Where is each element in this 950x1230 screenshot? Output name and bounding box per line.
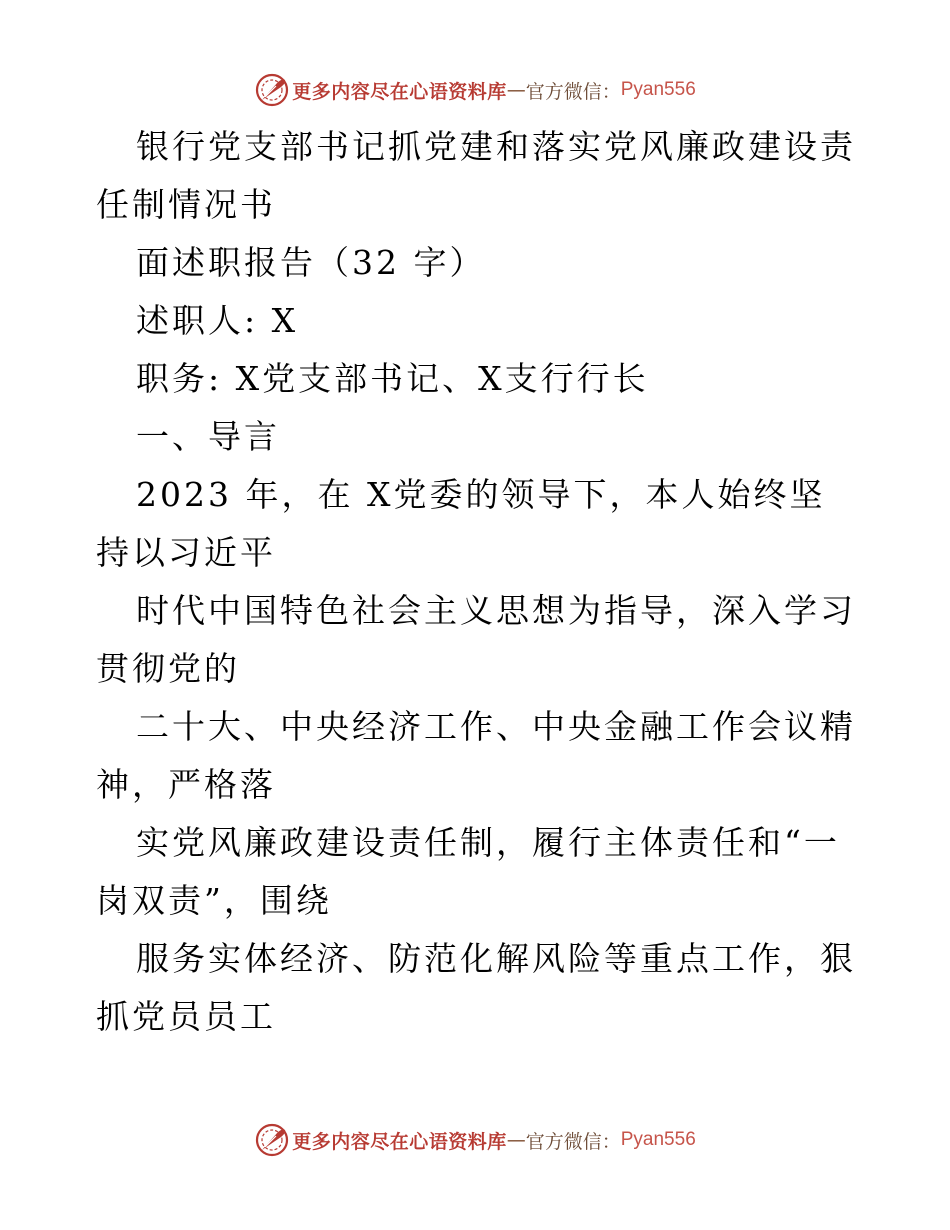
document-heading: 一、导言	[136, 417, 280, 456]
document-paragraph: 面述职报告（32 字）	[136, 243, 486, 282]
document-paragraph: 时代中国特色社会主义思想为指导，深入学习贯彻党的	[96, 591, 856, 688]
watermark-text: 更多内容尽在心语资料库	[292, 80, 507, 103]
watermark-official-label: 官方微信：	[525, 1130, 621, 1153]
watermark-official-label: 官方微信：	[525, 80, 621, 103]
watermark-banner-top	[0, 70, 950, 110]
document-paragraph: 述职人: X	[136, 301, 299, 340]
quill-pen-icon	[254, 1122, 290, 1158]
watermark-dash: —	[506, 79, 526, 101]
document-paragraph: 服务实体经济、防范化解风险等重点工作，狠抓党员员工	[96, 939, 856, 1036]
watermark-wechat-id: Pyan556	[620, 1129, 696, 1150]
document-paragraph: 2023 年，在 X党委的领导下，本人始终坚持以习近平	[96, 475, 826, 572]
watermark-wechat-id: Pyan556	[620, 79, 696, 100]
quill-pen-icon	[254, 72, 290, 108]
document-paragraph: 职务: X党支部书记、X支行行长	[136, 359, 649, 398]
watermark-text: 更多内容尽在心语资料库	[292, 1130, 507, 1153]
document-title: 银行党支部书记抓党建和落实党风廉政建设责任制情况书	[96, 127, 856, 224]
document-paragraph: 实党风廉政建设责任制，履行主体责任和“一岗双责”，围绕	[96, 823, 840, 920]
watermark-dash: —	[506, 1129, 526, 1151]
document-body	[96, 118, 856, 1046]
document-paragraph: 二十大、中央经济工作、中央金融工作会议精神，严格落	[96, 707, 856, 804]
watermark-banner-bottom	[0, 1120, 950, 1160]
